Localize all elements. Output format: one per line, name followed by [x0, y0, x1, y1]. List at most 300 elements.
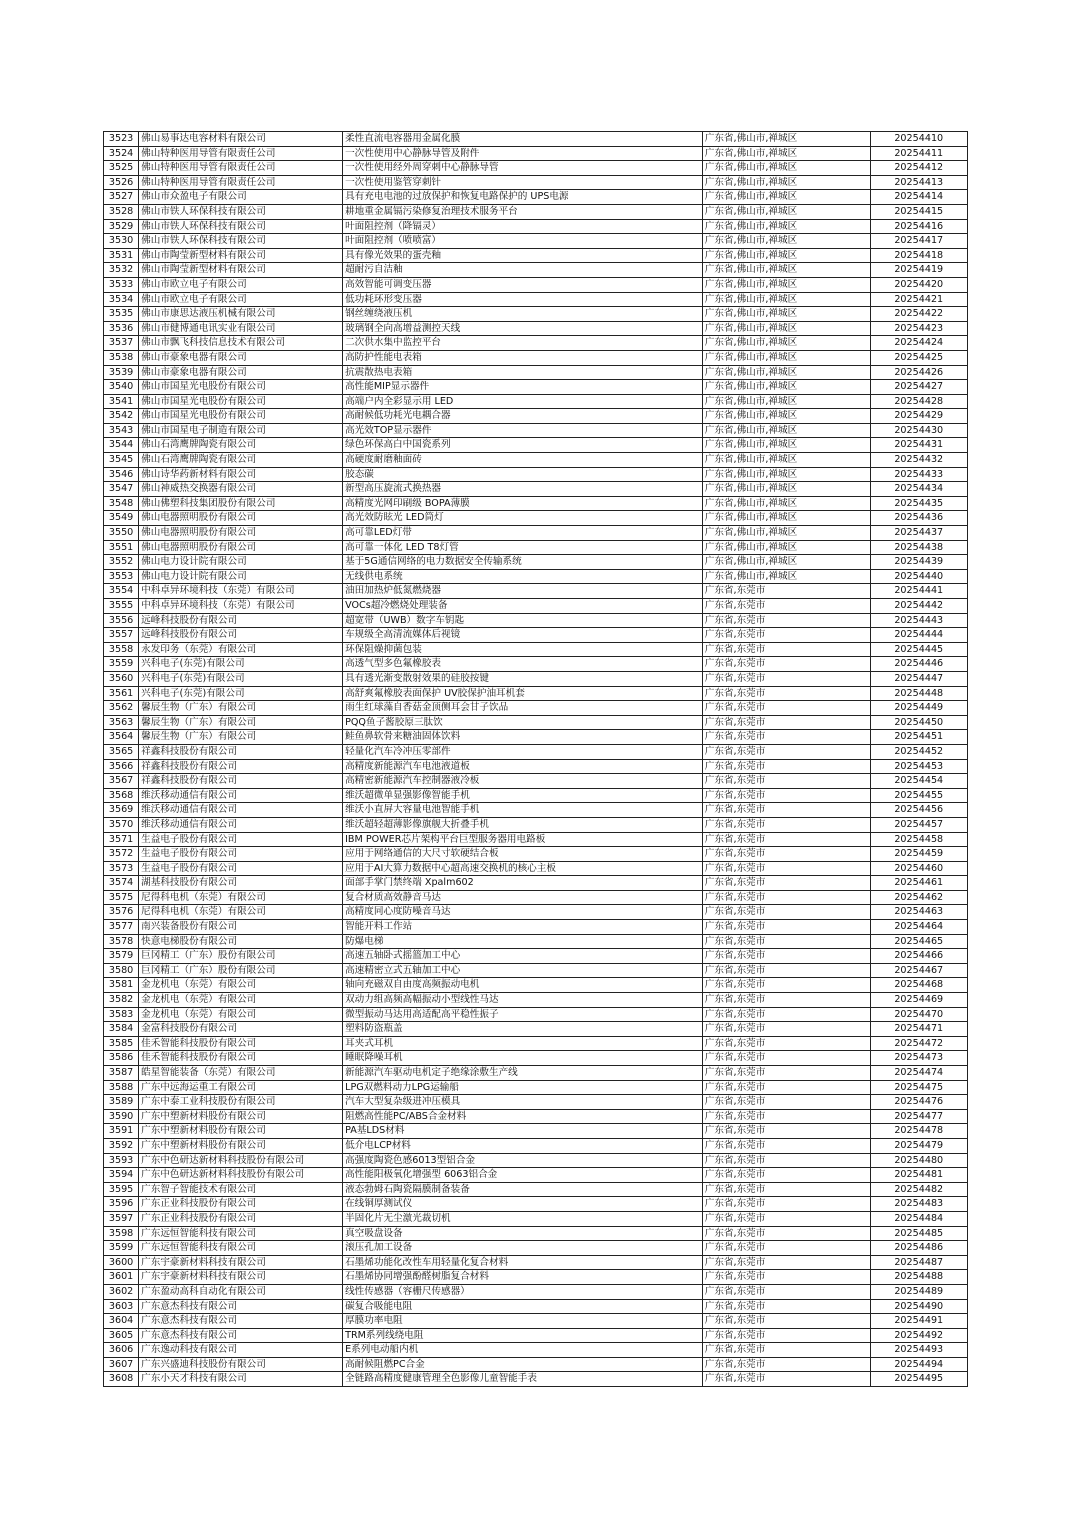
row-number-cell: 3561	[104, 686, 139, 701]
serial-number-cell: 20254487	[870, 1255, 967, 1270]
company-name-cell: 金富科技股份有限公司	[139, 1022, 343, 1037]
region-cell: 广东省,东莞市	[702, 584, 870, 599]
row-number-cell: 3594	[104, 1168, 139, 1183]
product-name-cell: 无线供电系统	[343, 569, 703, 584]
product-name-cell: 在线铜厚测试仪	[343, 1197, 703, 1212]
row-number-cell: 3563	[104, 715, 139, 730]
company-name-cell: 广东意杰科技有限公司	[139, 1314, 343, 1329]
table-row	[104, 161, 968, 176]
row-number-cell: 3560	[104, 671, 139, 686]
product-name-cell: 面部手掌门禁终端 Xpalm602	[343, 876, 703, 891]
product-name-cell: 高防护性能电表箱	[343, 350, 703, 365]
region-cell: 广东省,东莞市	[702, 1299, 870, 1314]
product-name-cell: 全链路高精度健康管理全色影像儿童智能手表	[343, 1372, 703, 1387]
table-row	[104, 336, 968, 351]
serial-number-cell: 20254414	[870, 190, 967, 205]
serial-number-cell: 20254459	[870, 847, 967, 862]
product-name-cell: 复合材质高效静音马达	[343, 890, 703, 905]
company-name-cell: 佛山易事达电容材料有限公司	[139, 132, 343, 147]
company-name-cell: 佛山诗华药新材料有限公司	[139, 467, 343, 482]
table-row	[104, 1182, 968, 1197]
region-cell: 广东省,东莞市	[702, 657, 870, 672]
row-number-cell: 3533	[104, 277, 139, 292]
table-row	[104, 321, 968, 336]
serial-number-cell: 20254456	[870, 803, 967, 818]
serial-number-cell: 20254450	[870, 715, 967, 730]
table-row	[104, 934, 968, 949]
company-name-cell: 馨辰生物（广东）有限公司	[139, 730, 343, 745]
table-row	[104, 1095, 968, 1110]
company-name-cell: 维沃移动通信有限公司	[139, 788, 343, 803]
table-row	[104, 1270, 968, 1285]
region-cell: 广东省,东莞市	[702, 730, 870, 745]
product-name-cell: 雨生红球藻自香菇金顶侧耳会甘子饮品	[343, 701, 703, 716]
region-cell: 广东省,东莞市	[702, 817, 870, 832]
serial-number-cell: 20254421	[870, 292, 967, 307]
company-name-cell: 兴科电子(东莞)有限公司	[139, 686, 343, 701]
region-cell: 广东省,东莞市	[702, 1182, 870, 1197]
serial-number-cell: 20254434	[870, 482, 967, 497]
region-cell: 广东省,东莞市	[702, 993, 870, 1008]
serial-number-cell: 20254416	[870, 219, 967, 234]
company-name-cell: 金龙机电（东莞）有限公司	[139, 1007, 343, 1022]
serial-number-cell: 20254445	[870, 642, 967, 657]
table-row	[104, 774, 968, 789]
serial-number-cell: 20254455	[870, 788, 967, 803]
region-cell: 广东省,东莞市	[702, 1372, 870, 1387]
region-cell: 广东省,佛山市,禅城区	[702, 248, 870, 263]
row-number-cell: 3586	[104, 1051, 139, 1066]
serial-number-cell: 20254480	[870, 1153, 967, 1168]
company-name-cell: 湖基科技股份有限公司	[139, 876, 343, 891]
product-name-cell: 轻量化汽车冷冲压零部件	[343, 744, 703, 759]
company-name-cell: 佛山电力设计院有限公司	[139, 569, 343, 584]
serial-number-cell: 20254460	[870, 861, 967, 876]
company-name-cell: 快意电梯股份有限公司	[139, 934, 343, 949]
row-number-cell: 3579	[104, 949, 139, 964]
table-row	[104, 642, 968, 657]
table-row	[104, 1022, 968, 1037]
row-number-cell: 3537	[104, 336, 139, 351]
product-name-cell: 滚压孔加工设备	[343, 1241, 703, 1256]
company-name-cell: 兴科电子(东莞)有限公司	[139, 657, 343, 672]
row-number-cell: 3557	[104, 628, 139, 643]
table-row	[104, 1197, 968, 1212]
row-number-cell: 3535	[104, 307, 139, 322]
row-number-cell: 3570	[104, 817, 139, 832]
row-number-cell: 3540	[104, 380, 139, 395]
company-name-cell: 广东宇豪新材料科技有限公司	[139, 1255, 343, 1270]
region-cell: 广东省,东莞市	[702, 1197, 870, 1212]
row-number-cell: 3553	[104, 569, 139, 584]
row-number-cell: 3527	[104, 190, 139, 205]
product-name-cell: 石墨烯功能化改性车用轻量化复合材料	[343, 1255, 703, 1270]
table-row	[104, 1080, 968, 1095]
product-name-cell: 睡眠降噪耳机	[343, 1051, 703, 1066]
table-row	[104, 1314, 968, 1329]
serial-number-cell: 20254475	[870, 1080, 967, 1095]
row-number-cell: 3568	[104, 788, 139, 803]
company-name-cell: 佛山市铁人环保科技有限公司	[139, 219, 343, 234]
product-name-cell: 石墨烯协同增强酚醛树脂复合材料	[343, 1270, 703, 1285]
product-name-cell: 抗震散热电表箱	[343, 365, 703, 380]
serial-number-cell: 20254476	[870, 1095, 967, 1110]
region-cell: 广东省,东莞市	[702, 759, 870, 774]
row-number-cell: 3601	[104, 1270, 139, 1285]
row-number-cell: 3541	[104, 394, 139, 409]
serial-number-cell: 20254442	[870, 599, 967, 614]
serial-number-cell: 20254483	[870, 1197, 967, 1212]
serial-number-cell: 20254467	[870, 963, 967, 978]
region-cell: 广东省,东莞市	[702, 599, 870, 614]
serial-number-cell: 20254431	[870, 438, 967, 453]
company-name-cell: 佛山市众盈电子有限公司	[139, 190, 343, 205]
serial-number-cell: 20254472	[870, 1036, 967, 1051]
region-cell: 广东省,东莞市	[702, 934, 870, 949]
region-cell: 广东省,佛山市,禅城区	[702, 526, 870, 541]
company-name-cell: 远峰科技股份有限公司	[139, 628, 343, 643]
row-number-cell: 3562	[104, 701, 139, 716]
product-name-cell: 具有透光渐变散射效果的硅胶按键	[343, 671, 703, 686]
product-name-cell: 车规级全高清流媒体后视镜	[343, 628, 703, 643]
product-name-cell: 防爆电梯	[343, 934, 703, 949]
product-name-cell: 高透气型多色氟橡胶表	[343, 657, 703, 672]
product-name-cell: 塑料防盗瓶盖	[343, 1022, 703, 1037]
serial-number-cell: 20254453	[870, 759, 967, 774]
table-row	[104, 759, 968, 774]
region-cell: 广东省,佛山市,禅城区	[702, 190, 870, 205]
product-name-cell: PA基LDS材料	[343, 1124, 703, 1139]
serial-number-cell: 20254486	[870, 1241, 967, 1256]
product-name-cell: TRM系列线绕电阻	[343, 1328, 703, 1343]
company-name-cell: 佛山市铁人环保科技有限公司	[139, 204, 343, 219]
table-row	[104, 993, 968, 1008]
region-cell: 广东省,佛山市,禅城区	[702, 132, 870, 147]
product-name-cell: 维沃超轻超薄影像旗舰大折叠手机	[343, 817, 703, 832]
company-name-cell: 佛山特种医用导管有限责任公司	[139, 175, 343, 190]
region-cell: 广东省,东莞市	[702, 1241, 870, 1256]
company-name-cell: 广东智子智能技术有限公司	[139, 1182, 343, 1197]
row-number-cell: 3545	[104, 453, 139, 468]
serial-number-cell: 20254438	[870, 540, 967, 555]
serial-number-cell: 20254444	[870, 628, 967, 643]
serial-number-cell: 20254436	[870, 511, 967, 526]
serial-number-cell: 20254484	[870, 1211, 967, 1226]
row-number-cell: 3531	[104, 248, 139, 263]
product-name-cell: 高耐候低功耗光电耦合器	[343, 409, 703, 424]
row-number-cell: 3546	[104, 467, 139, 482]
region-cell: 广东省,东莞市	[702, 628, 870, 643]
product-name-cell: 半固化片无尘激光裁切机	[343, 1211, 703, 1226]
table-row	[104, 657, 968, 672]
row-number-cell: 3559	[104, 657, 139, 672]
table-row	[104, 1051, 968, 1066]
row-number-cell: 3581	[104, 978, 139, 993]
region-cell: 广东省,东莞市	[702, 905, 870, 920]
serial-number-cell: 20254420	[870, 277, 967, 292]
row-number-cell: 3590	[104, 1109, 139, 1124]
product-name-cell: 微型振动马达用高适配高平稳性振子	[343, 1007, 703, 1022]
row-number-cell: 3574	[104, 876, 139, 891]
row-number-cell: 3582	[104, 993, 139, 1008]
product-name-cell: 二次供水集中监控平台	[343, 336, 703, 351]
company-name-cell: 佛山市健博通电讯实业有限公司	[139, 321, 343, 336]
company-name-cell: 广东正业科技股份有限公司	[139, 1197, 343, 1212]
table-row	[104, 803, 968, 818]
region-cell: 广东省,东莞市	[702, 1007, 870, 1022]
company-name-cell: 佛山市豪象电器有限公司	[139, 350, 343, 365]
table-row	[104, 701, 968, 716]
company-name-cell: 广东宇豪新材料科技有限公司	[139, 1270, 343, 1285]
table-row	[104, 394, 968, 409]
region-cell: 广东省,东莞市	[702, 861, 870, 876]
company-name-cell: 巨冈精工（广东）股份有限公司	[139, 949, 343, 964]
product-name-cell: 高舒爽氟橡胶表面保护 UV胶保护油耳机套	[343, 686, 703, 701]
table-row	[104, 569, 968, 584]
row-number-cell: 3536	[104, 321, 139, 336]
row-number-cell: 3602	[104, 1284, 139, 1299]
table-row	[104, 744, 968, 759]
region-cell: 广东省,东莞市	[702, 613, 870, 628]
serial-number-cell: 20254413	[870, 175, 967, 190]
region-cell: 广东省,佛山市,禅城区	[702, 438, 870, 453]
product-name-cell: 高精度新能源汽车电池液道板	[343, 759, 703, 774]
serial-number-cell: 20254493	[870, 1343, 967, 1358]
company-name-cell: 广东盈动高科自动化有限公司	[139, 1284, 343, 1299]
serial-number-cell: 20254435	[870, 496, 967, 511]
product-name-cell: 胶态碳	[343, 467, 703, 482]
company-name-cell: 广东兴盛迪科技股份有限公司	[139, 1357, 343, 1372]
region-cell: 广东省,佛山市,禅城区	[702, 336, 870, 351]
product-name-cell: 高硬度耐磨釉面砖	[343, 453, 703, 468]
company-name-cell: 永发印务（东莞）有限公司	[139, 642, 343, 657]
region-cell: 广东省,东莞市	[702, 1168, 870, 1183]
company-name-cell: 佛山市国星光电股份有限公司	[139, 409, 343, 424]
region-cell: 广东省,东莞市	[702, 949, 870, 964]
serial-number-cell: 20254479	[870, 1138, 967, 1153]
row-number-cell: 3542	[104, 409, 139, 424]
region-cell: 广东省,东莞市	[702, 1255, 870, 1270]
company-name-cell: 广东中塑新材料股份有限公司	[139, 1138, 343, 1153]
serial-number-cell: 20254452	[870, 744, 967, 759]
product-name-cell: 高性能MIP显示器件	[343, 380, 703, 395]
row-number-cell: 3573	[104, 861, 139, 876]
row-number-cell: 3552	[104, 555, 139, 570]
region-cell: 广东省,东莞市	[702, 1343, 870, 1358]
product-name-cell: 一次性使用鉴管穿刺针	[343, 175, 703, 190]
company-name-cell: 佛山市豪象电器有限公司	[139, 365, 343, 380]
row-number-cell: 3566	[104, 759, 139, 774]
product-name-cell: 油田加热炉低氮燃烧器	[343, 584, 703, 599]
row-number-cell: 3576	[104, 905, 139, 920]
row-number-cell: 3548	[104, 496, 139, 511]
product-name-cell: 高耐候阻燃PC合金	[343, 1357, 703, 1372]
serial-number-cell: 20254490	[870, 1299, 967, 1314]
table-row	[104, 132, 968, 147]
serial-number-cell: 20254485	[870, 1226, 967, 1241]
row-number-cell: 3564	[104, 730, 139, 745]
region-cell: 广东省,东莞市	[702, 1314, 870, 1329]
serial-number-cell: 20254410	[870, 132, 967, 147]
table-row	[104, 219, 968, 234]
product-name-cell: 液态勃姆石陶瓷隔膜制备装备	[343, 1182, 703, 1197]
serial-number-cell: 20254462	[870, 890, 967, 905]
company-name-cell: 广东远恒智能科技有限公司	[139, 1241, 343, 1256]
region-cell: 广东省,佛山市,禅城区	[702, 350, 870, 365]
row-number-cell: 3523	[104, 132, 139, 147]
company-name-cell: 祥鑫科技股份有限公司	[139, 744, 343, 759]
company-name-cell: 广东中泰工业科技股份有限公司	[139, 1095, 343, 1110]
table-body	[104, 132, 968, 1387]
product-name-cell: 新型高压旋流式换热器	[343, 482, 703, 497]
table-row	[104, 671, 968, 686]
table-row	[104, 438, 968, 453]
serial-number-cell: 20254478	[870, 1124, 967, 1139]
serial-number-cell: 20254468	[870, 978, 967, 993]
region-cell: 广东省,东莞市	[702, 744, 870, 759]
product-name-cell: 具有充电电池的过放保护和恢复电路保护的 UPS电源	[343, 190, 703, 205]
region-cell: 广东省,东莞市	[702, 1226, 870, 1241]
row-number-cell: 3595	[104, 1182, 139, 1197]
region-cell: 广东省,佛山市,禅城区	[702, 365, 870, 380]
company-name-cell: 金龙机电（东莞）有限公司	[139, 993, 343, 1008]
row-number-cell: 3554	[104, 584, 139, 599]
product-name-cell: 真空吸盘设备	[343, 1226, 703, 1241]
table-row	[104, 496, 968, 511]
serial-number-cell: 20254429	[870, 409, 967, 424]
table-row	[104, 686, 968, 701]
region-cell: 广东省,东莞市	[702, 715, 870, 730]
region-cell: 广东省,佛山市,禅城区	[702, 307, 870, 322]
product-name-cell: 鲑鱼鼻软骨来糖油固体饮料	[343, 730, 703, 745]
product-name-cell: IBM POWER芯片架构平台巨型服务器用电路板	[343, 832, 703, 847]
table-row	[104, 730, 968, 745]
serial-number-cell: 20254411	[870, 146, 967, 161]
region-cell: 广东省,东莞市	[702, 1153, 870, 1168]
region-cell: 广东省,佛山市,禅城区	[702, 467, 870, 482]
region-cell: 广东省,东莞市	[702, 847, 870, 862]
region-cell: 广东省,东莞市	[702, 1270, 870, 1285]
company-name-cell: 广东意杰科技有限公司	[139, 1328, 343, 1343]
row-number-cell: 3596	[104, 1197, 139, 1212]
region-cell: 广东省,佛山市,禅城区	[702, 161, 870, 176]
product-name-cell: 厚膜功率电阻	[343, 1314, 703, 1329]
product-name-cell: 叶面阻控剂（喷喷富）	[343, 234, 703, 249]
company-name-cell: 广东中色研达新材料科技股份有限公司	[139, 1168, 343, 1183]
product-name-cell: 超宽带（UWB）数字车钥匙	[343, 613, 703, 628]
table-row	[104, 467, 968, 482]
table-row	[104, 1007, 968, 1022]
row-number-cell: 3572	[104, 847, 139, 862]
row-number-cell: 3604	[104, 1314, 139, 1329]
table-row	[104, 1168, 968, 1183]
row-number-cell: 3526	[104, 175, 139, 190]
company-name-cell: 佛山石湾鹰牌陶瓷有限公司	[139, 438, 343, 453]
region-cell: 广东省,东莞市	[702, 876, 870, 891]
region-cell: 广东省,佛山市,禅城区	[702, 423, 870, 438]
table-row	[104, 1211, 968, 1226]
row-number-cell: 3606	[104, 1343, 139, 1358]
company-name-cell: 皓星智能装备（东莞）有限公司	[139, 1066, 343, 1081]
row-number-cell: 3608	[104, 1372, 139, 1387]
row-number-cell: 3529	[104, 219, 139, 234]
product-name-cell: 高可靠LED灯带	[343, 526, 703, 541]
serial-number-cell: 20254492	[870, 1328, 967, 1343]
document-sheet	[103, 131, 968, 1387]
table-row	[104, 832, 968, 847]
region-cell: 广东省,东莞市	[702, 642, 870, 657]
table-row	[104, 715, 968, 730]
row-number-cell: 3569	[104, 803, 139, 818]
table-row	[104, 613, 968, 628]
region-cell: 广东省,佛山市,禅城区	[702, 569, 870, 584]
serial-number-cell: 20254469	[870, 993, 967, 1008]
serial-number-cell: 20254494	[870, 1357, 967, 1372]
table-row	[104, 817, 968, 832]
serial-number-cell: 20254474	[870, 1066, 967, 1081]
company-name-cell: 佛山市陶莹新型材料有限公司	[139, 263, 343, 278]
row-number-cell: 3605	[104, 1328, 139, 1343]
row-number-cell: 3539	[104, 365, 139, 380]
serial-number-cell: 20254439	[870, 555, 967, 570]
table-row	[104, 1066, 968, 1081]
table-row	[104, 423, 968, 438]
serial-number-cell: 20254441	[870, 584, 967, 599]
product-name-cell: 高效智能可调变压器	[343, 277, 703, 292]
table-row	[104, 861, 968, 876]
product-list-table	[103, 131, 968, 1387]
product-name-cell: 高端户内全彩显示用 LED	[343, 394, 703, 409]
table-row	[104, 978, 968, 993]
serial-number-cell: 20254471	[870, 1022, 967, 1037]
serial-number-cell: 20254446	[870, 657, 967, 672]
serial-number-cell: 20254482	[870, 1182, 967, 1197]
region-cell: 广东省,东莞市	[702, 1036, 870, 1051]
table-row	[104, 453, 968, 468]
product-name-cell: 维沃小直屏大容量电池智能手机	[343, 803, 703, 818]
product-name-cell: 具有像光效果的蛋壳釉	[343, 248, 703, 263]
row-number-cell: 3603	[104, 1299, 139, 1314]
region-cell: 广东省,东莞市	[702, 1051, 870, 1066]
row-number-cell: 3578	[104, 934, 139, 949]
company-name-cell: 佛山市欧立电子有限公司	[139, 277, 343, 292]
row-number-cell: 3534	[104, 292, 139, 307]
product-name-cell: 低介电LCP材料	[343, 1138, 703, 1153]
region-cell: 广东省,东莞市	[702, 1328, 870, 1343]
region-cell: 广东省,佛山市,禅城区	[702, 175, 870, 190]
company-name-cell: 祥鑫科技股份有限公司	[139, 774, 343, 789]
serial-number-cell: 20254419	[870, 263, 967, 278]
serial-number-cell: 20254424	[870, 336, 967, 351]
company-name-cell: 尼得科电机（东莞）有限公司	[139, 890, 343, 905]
row-number-cell: 3585	[104, 1036, 139, 1051]
region-cell: 广东省,东莞市	[702, 978, 870, 993]
row-number-cell: 3587	[104, 1066, 139, 1081]
company-name-cell: 生益电子股份有限公司	[139, 861, 343, 876]
table-row	[104, 292, 968, 307]
product-name-cell: 新能源汽车驱动电机定子绝缘涂敷生产线	[343, 1066, 703, 1081]
row-number-cell: 3597	[104, 1211, 139, 1226]
company-name-cell: 佛山特种医用导管有限责任公司	[139, 161, 343, 176]
company-name-cell: 佛山市国星电子制造有限公司	[139, 423, 343, 438]
company-name-cell: 广东远恒智能科技有限公司	[139, 1226, 343, 1241]
region-cell: 广东省,佛山市,禅城区	[702, 380, 870, 395]
product-name-cell: 高速五轴卧式摇篮加工中心	[343, 949, 703, 964]
serial-number-cell: 20254432	[870, 453, 967, 468]
serial-number-cell: 20254466	[870, 949, 967, 964]
region-cell: 广东省,佛山市,禅城区	[702, 234, 870, 249]
table-row	[104, 876, 968, 891]
